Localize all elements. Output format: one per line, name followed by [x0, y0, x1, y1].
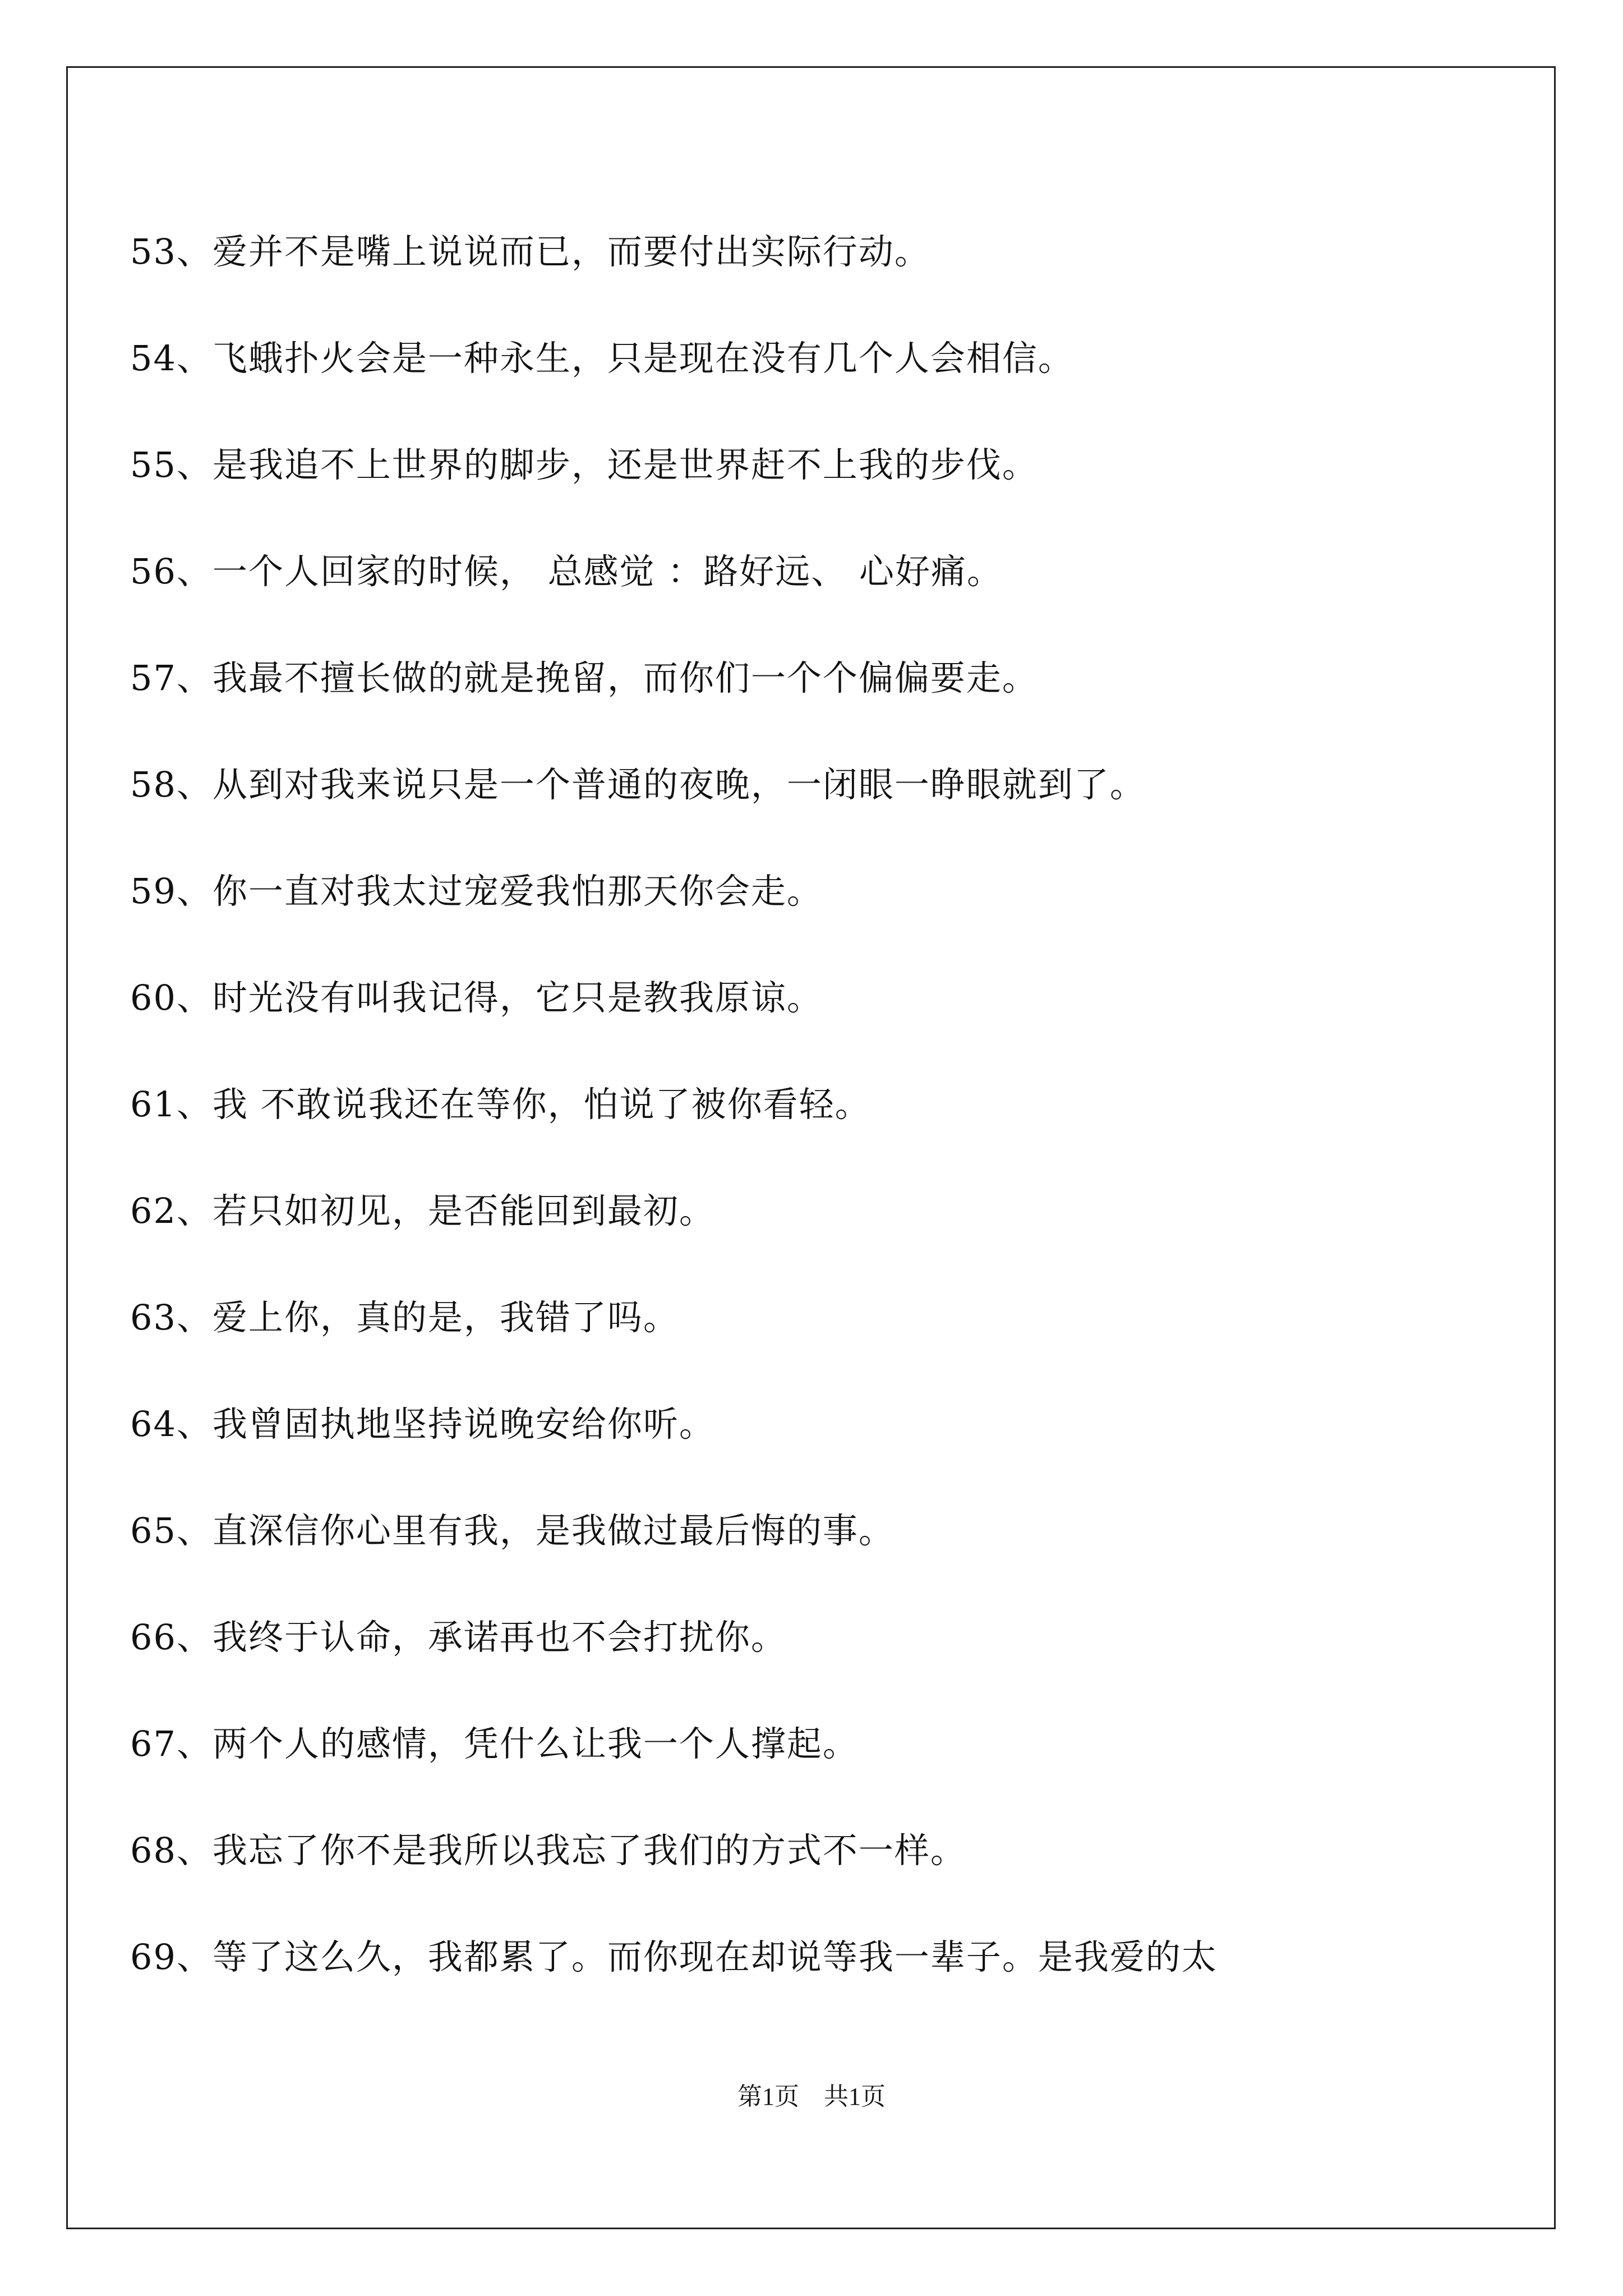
text-line-61: 61、我 不敢说我还在等你，怕说了被你看轻。: [130, 1084, 871, 1125]
text-line-53: 53、爱并不是嘴上说说而已，而要付出实际行动。: [130, 231, 930, 272]
text-line-64: 64、我曾固执地坚持说晚安给你听。: [130, 1404, 715, 1444]
text-line-60: 60、时光没有叫我记得，它只是教我原谅。: [130, 977, 823, 1018]
page-number-footer: 第1页 共1页: [737, 2083, 886, 2110]
text-line-63: 63、爱上你，真的是，我错了吗。: [130, 1297, 679, 1338]
text-line-65: 65、直深信你心里有我，是我做过最后悔的事。: [130, 1510, 895, 1551]
text-line-59: 59、你一直对我太过宠爱我怕那天你会走。: [130, 871, 823, 912]
text-line-57: 57、我最不擅长做的就是挽留，而你们一个个偏偏要走。: [130, 657, 1038, 698]
text-line-68: 68、我忘了你不是我所以我忘了我们的方式不一样。: [130, 1830, 966, 1871]
text-line-67: 67、两个人的感情，凭什么让我一个人撑起。: [130, 1723, 859, 1764]
text-line-69: 69、等了这么久，我都累了。而你现在却说等我一辈子。是我爱的太: [130, 1936, 1218, 1977]
text-line-58: 58、从到对我来说只是一个普通的夜晚，一闭眼一睁眼就到了。: [130, 764, 1146, 805]
page-border: [66, 66, 1556, 2229]
text-line-66: 66、我终于认命，承诺再也不会打扰你。: [130, 1617, 787, 1658]
text-line-62: 62、若只如初见，是否能回到最初。: [130, 1190, 715, 1231]
text-line-55: 55、是我追不上世界的脚步，还是世界赶不上我的步伐。: [130, 444, 1038, 485]
text-line-56: 56、一个人回家的时候， 总感觉 ：路好远、 心好痛。: [130, 551, 1003, 592]
text-line-54: 54、飞蛾扑火会是一种永生，只是现在没有几个人会相信。: [130, 338, 1074, 379]
